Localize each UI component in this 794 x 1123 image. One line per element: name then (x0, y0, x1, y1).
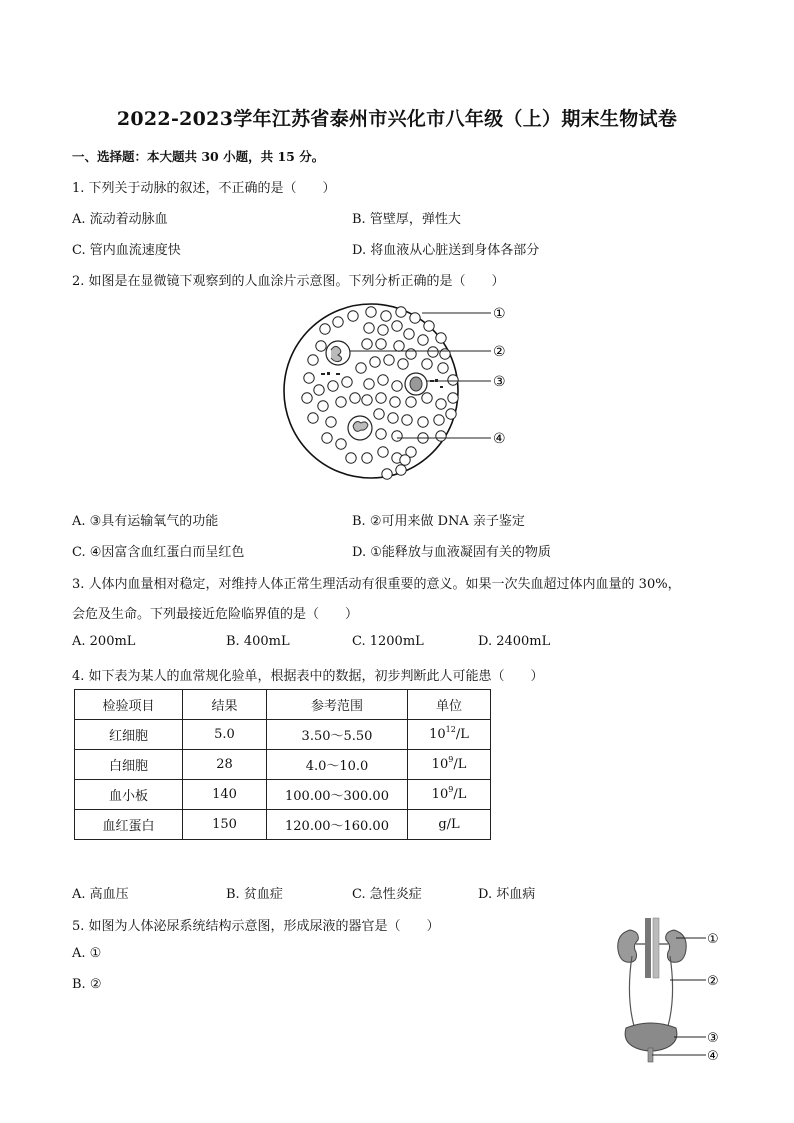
q4-option-d: D. 坏血病 (478, 887, 536, 902)
q4-option-a: A. 高血压 (72, 887, 129, 902)
blood-test-table (74, 689, 491, 840)
header-unit: 单位 (408, 690, 491, 720)
red-blood-cell (326, 417, 336, 427)
q4-stem: 4. 如下表为某人的血常规化验单，根据表中的数据，初步判断此人可能患（ ） (72, 669, 544, 684)
q1-option-a: A. 流动着动脉血 (72, 212, 168, 227)
red-blood-cell (422, 393, 432, 403)
red-blood-cell (362, 453, 372, 463)
red-blood-cell (428, 347, 438, 357)
q2-option-d: D. ①能释放与血液凝固有关的物质 (352, 545, 551, 560)
red-blood-cell (328, 381, 338, 391)
q3-option-c: C. 1200mL (352, 634, 424, 649)
red-blood-cell (418, 417, 428, 427)
red-blood-cell (308, 413, 318, 423)
red-blood-cell (378, 447, 388, 457)
cell-unit: $10^9/L$ (408, 780, 491, 810)
q4-option-b: B. 贫血症 (226, 887, 283, 902)
section-heading: 一、选择题：本大题共 30 小题，共 15 分。 (72, 149, 325, 164)
left-kidney (618, 930, 639, 962)
header-item: 检验项目 (75, 690, 183, 720)
red-blood-cell (362, 395, 372, 405)
white-blood-cell-2 (348, 416, 372, 440)
cell-range: 120.00～160.00 (267, 810, 408, 840)
bladder (625, 1023, 677, 1051)
label-3: ③ (707, 1031, 719, 1046)
red-blood-cell (342, 377, 352, 387)
red-blood-cell (406, 349, 416, 359)
red-blood-cell (314, 385, 324, 395)
red-blood-cell (346, 453, 356, 463)
red-blood-cell (316, 341, 326, 351)
red-blood-cell (396, 307, 406, 317)
q3-option-b: B. 400mL (226, 634, 290, 649)
red-blood-cell (392, 381, 402, 391)
red-blood-cell (322, 433, 332, 443)
q5-option-b: B. ② (72, 977, 102, 992)
label-3: ③ (493, 374, 506, 390)
table-header-row (75, 690, 491, 720)
q2-option-b: B. ②可用来做 DNA 亲子鉴定 (352, 514, 525, 529)
q1-stem: 1. 下列关于动脉的叙述，不正确的是（ ） (72, 181, 336, 196)
red-blood-cell (448, 375, 458, 385)
q5-option-a: A. ① (72, 946, 102, 961)
label-1: ① (493, 306, 506, 322)
label-4: ④ (493, 431, 506, 447)
q3-stem-line1: 3. 人体内血量相对稳定，对维持人体正常生理活动有很重要的意义。如果一次失血超过体内血量的 30%， (72, 577, 681, 592)
white-blood-cell (326, 341, 350, 365)
red-blood-cell (390, 397, 400, 407)
cell-unit: $10^{12}/L$ (408, 720, 491, 750)
q2-option-c: C. ④因富含血红蛋白而呈红色 (72, 545, 245, 560)
q3-option-d: D. 2400mL (478, 634, 551, 649)
red-blood-cell (446, 409, 456, 419)
red-blood-cell (384, 355, 394, 365)
table-row (75, 780, 491, 810)
red-blood-cell (422, 359, 432, 369)
red-blood-cell (402, 415, 412, 425)
red-blood-cell (364, 323, 374, 333)
red-blood-cell (320, 324, 330, 334)
red-blood-cell (336, 439, 346, 449)
red-blood-cell (370, 357, 380, 367)
red-blood-cell (366, 307, 376, 317)
red-blood-cell (378, 325, 388, 335)
q1-option-d: D. 将血液从心脏送到身体各部分 (352, 243, 540, 258)
header-range: 参考范围 (267, 690, 408, 720)
cell-result: 5.0 (183, 720, 267, 750)
red-blood-cell (336, 397, 346, 407)
q1-option-b: B. 管壁厚，弹性大 (352, 212, 461, 227)
q3-stem-line2: 会危及生命。下列最接近危险临界值的是（ ） (72, 607, 359, 622)
cell-unit: g/L (408, 810, 491, 840)
red-blood-cell (410, 313, 420, 323)
red-blood-cell (378, 375, 388, 385)
cell-item: 白细胞 (75, 750, 183, 780)
table-row (75, 810, 491, 840)
red-blood-cell (436, 431, 446, 441)
cell-item: 血小板 (75, 780, 183, 810)
cell-item: 血红蛋白 (75, 810, 183, 840)
q5-stem: 5. 如图为人体泌尿系统结构示意图，形成尿液的器官是（ ） (72, 919, 440, 934)
q2-stem: 2. 如图是在显微镜下观察到的人血涂片示意图。下列分析正确的是（ ） (72, 274, 505, 289)
q4-option-c: C. 急性炎症 (352, 887, 422, 902)
red-blood-cell (362, 339, 372, 349)
red-blood-cell (350, 393, 360, 403)
left-ureter (629, 956, 634, 1026)
q3-option-a: A. 200mL (72, 634, 136, 649)
red-blood-cell (440, 349, 450, 359)
label-2: ② (493, 344, 506, 360)
cell-range: 3.50～5.50 (267, 720, 408, 750)
red-blood-cell (406, 397, 416, 407)
red-blood-cell (388, 413, 398, 423)
red-blood-cell (304, 373, 314, 383)
page-title: 2022-2023学年江苏省泰州市兴化市八年级（上）期末生物试卷 (116, 108, 678, 130)
vena-cava (653, 918, 659, 978)
red-blood-cell (302, 393, 312, 403)
red-blood-cell (396, 465, 406, 475)
red-blood-cell (376, 393, 386, 403)
red-blood-cell (364, 379, 374, 389)
right-kidney (666, 930, 687, 962)
red-blood-cell (434, 415, 444, 425)
red-blood-cell (404, 329, 414, 339)
red-blood-cell (398, 359, 408, 369)
red-blood-cell (418, 335, 428, 345)
q2-option-a: A. ③具有运输氧气的功能 (72, 514, 219, 529)
red-blood-cell (318, 401, 328, 411)
right-ureter (668, 956, 673, 1026)
red-blood-cell (333, 317, 343, 327)
cell-item: 红细胞 (75, 720, 183, 750)
header-result: 结果 (183, 690, 267, 720)
red-blood-cell (436, 333, 446, 343)
cell-result: 140 (183, 780, 267, 810)
cell-range: 100.00～300.00 (267, 780, 408, 810)
label-2: ② (707, 974, 719, 989)
table-row (75, 750, 491, 780)
red-blood-cell (376, 429, 386, 439)
urinary-system-diagram (608, 916, 728, 1066)
red-blood-cell (348, 311, 358, 321)
red-blood-cell (376, 339, 386, 349)
blood-smear-diagram (283, 298, 523, 488)
red-blood-cell (448, 393, 458, 403)
cell-unit: $10^9/L$ (408, 750, 491, 780)
red-blood-cell (394, 341, 404, 351)
cell-result: 150 (183, 810, 267, 840)
red-blood-cell (382, 469, 392, 479)
aorta (645, 918, 651, 978)
red-blood-cell (424, 321, 434, 331)
q1-option-c: C. 管内血流速度快 (72, 243, 181, 258)
red-blood-cell (308, 355, 318, 365)
red-blood-cell (392, 431, 402, 441)
lymphocyte (405, 373, 427, 395)
red-blood-cell (374, 409, 384, 419)
red-blood-cell (436, 399, 446, 409)
cell-range: 4.0～10.0 (267, 750, 408, 780)
label-1: ① (707, 932, 719, 947)
label-4: ④ (707, 1049, 719, 1064)
red-blood-cell (381, 311, 391, 321)
table-row (75, 720, 491, 750)
red-blood-cell (392, 321, 402, 331)
cell-result: 28 (183, 750, 267, 780)
red-blood-cell (438, 363, 448, 373)
red-blood-cell (400, 455, 410, 465)
red-blood-cell (356, 363, 366, 373)
